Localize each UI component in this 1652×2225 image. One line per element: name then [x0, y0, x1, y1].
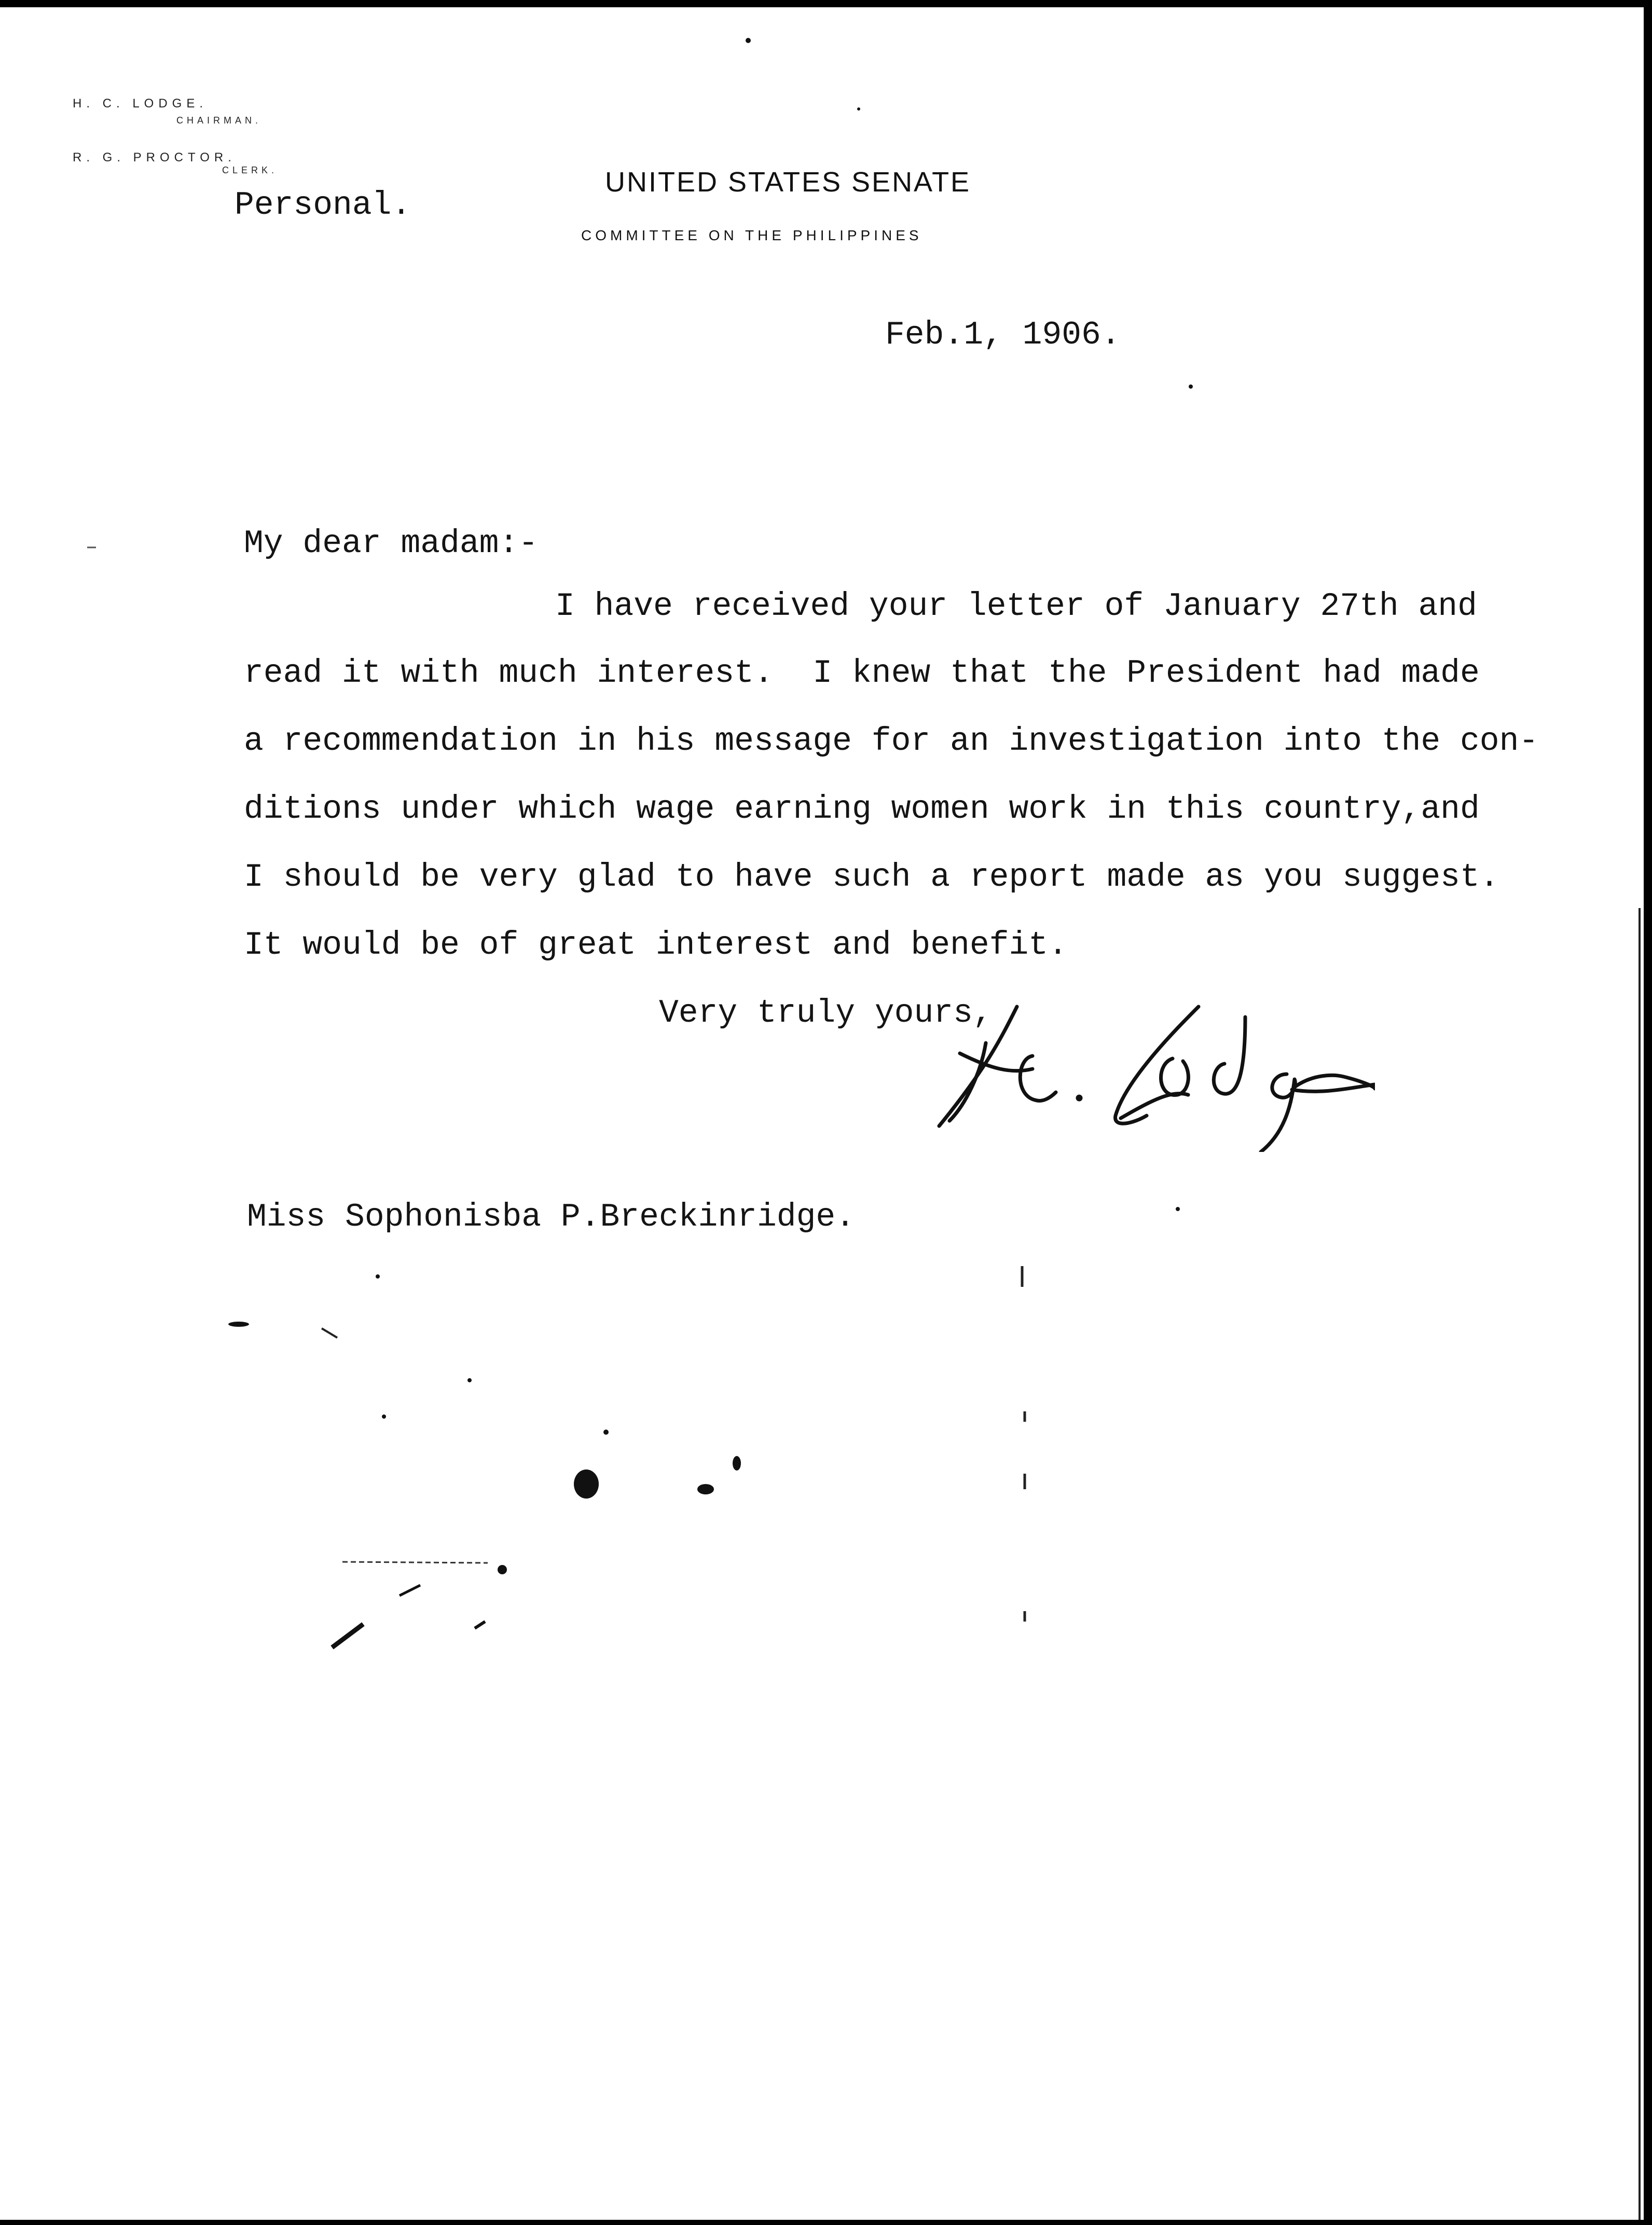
body-line: I should be very glad to have such a report made as you suggest.: [244, 859, 1499, 896]
body-line: ditions under which wage earning women work in this country,and: [244, 791, 1480, 828]
salutation: My dear madam:-: [244, 525, 539, 562]
scan-border-bottom: [0, 2220, 1652, 2225]
scan-border-right-inner: [1639, 908, 1641, 2225]
clerk-name: R. G. PROCTOR.: [73, 150, 236, 164]
body-line: read it with much interest. I knew that the President had made: [244, 655, 1480, 692]
scan-border-right: [1644, 0, 1652, 2225]
letter-date: Feb.1, 1906.: [885, 317, 1121, 353]
body-line: a recommendation in his message for an investigation into the con-: [244, 723, 1539, 760]
body-line: It would be of great interest and benefit.: [244, 927, 1068, 964]
clerk-title: CLERK.: [222, 165, 278, 175]
committee-heading: COMMITTEE ON THE PHILIPPINES: [581, 227, 923, 243]
chairman-title: CHAIRMAN.: [176, 115, 262, 126]
scan-border-top: [0, 0, 1652, 7]
personal-marking: Personal.: [235, 187, 411, 224]
senate-heading: UNITED STATES SENATE: [605, 167, 971, 198]
chairman-name: H. C. LODGE.: [73, 97, 208, 111]
body-line: I have received your letter of January 27th and: [555, 588, 1477, 625]
closing: Very truly yours,: [659, 995, 993, 1032]
handwritten-signature: [929, 996, 1375, 1152]
recipient-line: Miss Sophonisba P.Breckinridge.: [247, 1199, 855, 1235]
